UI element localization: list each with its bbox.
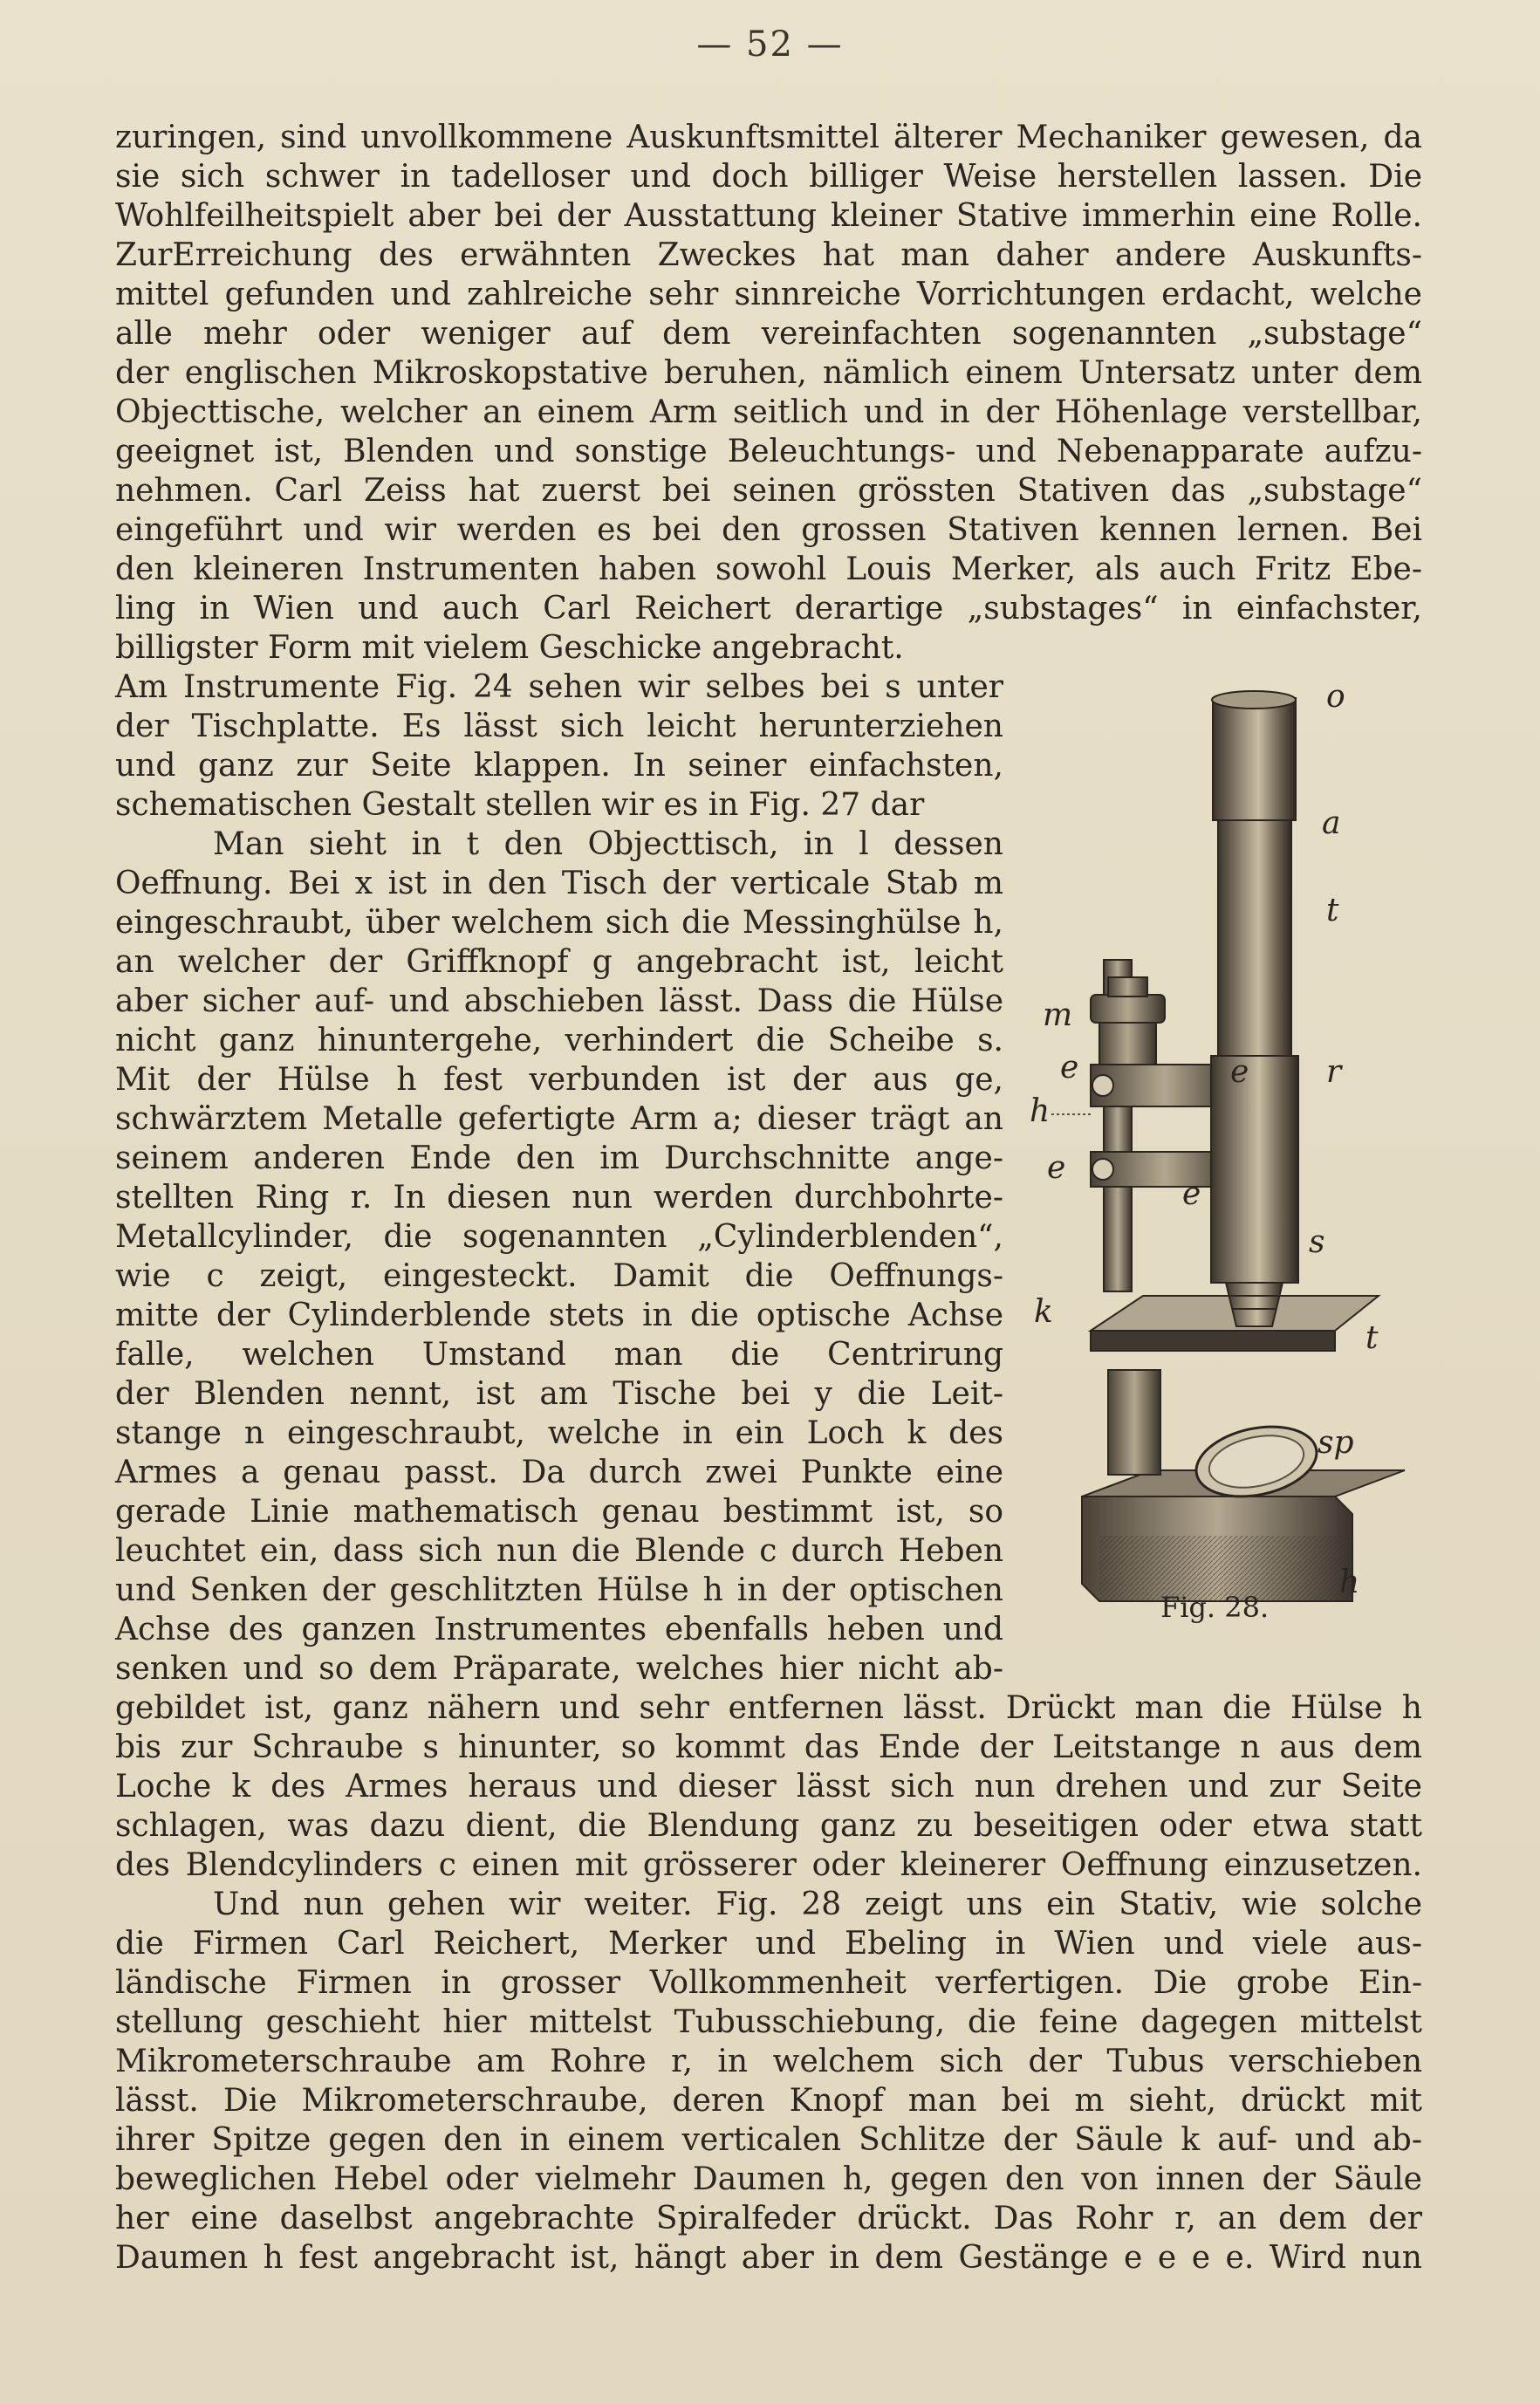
text-line: der Tischplatte. Es lässt sich leicht herunterziehen bbox=[115, 709, 1003, 744]
label-a: a bbox=[1322, 805, 1341, 841]
text-line: geeignet ist, Blenden und sonstige Beleuchtungs- und Nebenapparate aufzu- bbox=[115, 434, 1422, 469]
text-line: ihrer Spitze gegen den in einem verticalen Schlitze der Säule k auf- und ab- bbox=[115, 2122, 1422, 2158]
text-line: seinem anderen Ende den im Durchschnitte ange- bbox=[115, 1140, 1003, 1176]
text-line: beweglichen Hebel oder vielmehr Daumen h, gegen den von innen der Säule bbox=[115, 2161, 1422, 2197]
text-line: ling in Wien und auch Carl Reichert derartige „substages“ in einfachster, bbox=[115, 591, 1422, 627]
text-line: die Firmen Carl Reichert, Merker und Ebeling in Wien und viele aus- bbox=[115, 1926, 1422, 1962]
text-line: Metallcylinder, die sogenannten „Cylinderblenden“, bbox=[115, 1219, 1003, 1255]
text-line: und ganz zur Seite klappen. In seiner einfachsten, bbox=[115, 748, 1003, 784]
text-line: Am Instrumente Fig. 24 sehen wir selbes bei s unter bbox=[115, 669, 1003, 705]
text-line: zuringen, sind unvollkommene Auskunftsmittel älterer Mechaniker gewesen, da bbox=[115, 120, 1422, 155]
text-line: billigster Form mit vielem Geschicke angebracht. bbox=[115, 630, 904, 666]
label-t-lower: t bbox=[1365, 1320, 1379, 1356]
text-line: der Blenden nennt, ist am Tische bei y die Leit- bbox=[115, 1376, 1003, 1412]
text-line: an welcher der Griffknopf g angebracht ist, leicht bbox=[115, 944, 1003, 980]
text-line: nicht ganz hinuntergehe, verhindert die Scheibe s. bbox=[115, 1023, 1003, 1058]
text-line: gerade Linie mathematisch genau bestimmt ist, so bbox=[115, 1494, 1003, 1530]
text-line: ländische Firmen in grosser Vollkommenheit verfertigen. Die grobe Ein- bbox=[115, 1965, 1422, 2001]
label-e: e bbox=[1230, 1054, 1249, 1090]
label-s: s bbox=[1309, 1224, 1325, 1260]
text-line: Mit der Hülse h fest verbunden ist der aus ge, bbox=[115, 1062, 1003, 1098]
text-line: her eine daselbst angebrachte Spiralfeder drückt. Das Rohr r, an dem der bbox=[115, 2201, 1422, 2236]
text-line: lässt. Die Mikrometerschraube, deren Knopf man bei m sieht, drückt mit bbox=[115, 2083, 1422, 2119]
text-line: mittel gefunden und zahlreiche sehr sinnreiche Vorrichtungen erdacht, welche bbox=[115, 277, 1422, 312]
text-line: schwärztem Metalle gefertigte Arm a; dieser trägt an bbox=[115, 1101, 1003, 1137]
text-line: schlagen, was dazu dient, die Blendung ganz zu beseitigen oder etwa statt bbox=[115, 1808, 1422, 1844]
text-line: eingeschraubt, über welchem sich die Messinghülse h, bbox=[115, 905, 1003, 941]
text-line: sie sich schwer in tadelloser und doch billiger Weise herstellen lassen. Die bbox=[115, 159, 1422, 195]
text-line: gebildet ist, ganz nähern und sehr entfernen lässt. Drückt man die Hülse h bbox=[115, 1690, 1422, 1726]
label-h-base: h bbox=[1339, 1565, 1360, 1600]
text-line: schematischen Gestalt stellen wir es in Fig. 27 dar bbox=[115, 787, 925, 823]
text-line: falle, welchen Umstand man die Centrirung bbox=[115, 1337, 1003, 1373]
text-line: des Blendcylinders c einen mit grösserer oder kleinerer Oeffnung einzusetzen. bbox=[115, 1847, 1422, 1883]
text-line: nehmen. Carl Zeiss hat zuerst bei seinen grössten Stativen das „substage“ bbox=[115, 473, 1422, 509]
label-h: h bbox=[1030, 1093, 1051, 1129]
text-line: ZurErreichung des erwähnten Zweckes hat man daher andere Auskunfts- bbox=[115, 237, 1422, 273]
text-line: Und nun gehen wir weiter. Fig. 28 zeigt uns ein Stativ, wie solche bbox=[213, 1887, 1422, 1922]
text-line: Man sieht in t den Objecttisch, in l dessen bbox=[213, 826, 1003, 862]
figure-caption: Fig. 28. bbox=[1160, 1591, 1270, 1624]
text-line: alle mehr oder weniger auf dem vereinfachten sogenannten „substage“ bbox=[115, 316, 1422, 352]
text-line: aber sicher auf- und abschieben lässt. Dass die Hülse bbox=[115, 983, 1003, 1019]
text-line: Oeffnung. Bei x ist in den Tisch der verticale Stab m bbox=[115, 866, 1003, 901]
text-line: eingeführt und wir werden es bei den grossen Stativen kennen lernen. Bei bbox=[115, 512, 1422, 548]
text-line: wie c zeigt, eingesteckt. Damit die Oeffnungs- bbox=[115, 1258, 1003, 1294]
label-o: o bbox=[1326, 679, 1345, 715]
page-number: — 52 — bbox=[696, 24, 844, 65]
text-line: Objecttische, welcher an einem Arm seitlich und in der Höhenlage verstellbar, bbox=[115, 394, 1422, 430]
label-e: e bbox=[1047, 1150, 1066, 1186]
text-line: leuchtet ein, dass sich nun die Blende c durch Heben bbox=[115, 1533, 1003, 1569]
text-line: senken und so dem Präparate, welches hier nicht ab- bbox=[115, 1651, 1003, 1687]
text-line: Armes a genau passt. Da durch zwei Punkte eine bbox=[115, 1455, 1003, 1490]
micrometer-knob bbox=[1091, 977, 1165, 1065]
label-sp: sp bbox=[1318, 1425, 1354, 1461]
label-k: k bbox=[1034, 1294, 1053, 1330]
text-line: stange n eingeschraubt, welche in ein Loch k des bbox=[115, 1415, 1003, 1451]
text-line: stellung geschieht hier mittelst Tubusschiebung, die feine dagegen mittelst bbox=[115, 2004, 1422, 2040]
text-line: Loche k des Armes heraus und dieser lässt sich nun drehen und zur Seite bbox=[115, 1769, 1422, 1805]
text-line: den kleineren Instrumenten haben sowohl Louis Merker, als auch Fritz Ebe- bbox=[115, 551, 1422, 587]
label-t-upper: t bbox=[1326, 893, 1339, 928]
microscope-figure bbox=[1030, 679, 1422, 1624]
text-line: Mikrometerschraube am Rohre r, in welchem sich der Tubus verschieben bbox=[115, 2044, 1422, 2079]
text-line: Wohlfeilheitspielt aber bei der Ausstattung kleiner Stative immerhin eine Rolle. bbox=[115, 198, 1422, 234]
text-line: Achse des ganzen Instrumentes ebenfalls heben und bbox=[115, 1612, 1003, 1647]
text-line: der englischen Mikroskopstative beruhen, nämlich einem Untersatz unter dem bbox=[115, 355, 1422, 391]
text-line: bis zur Schraube s hinunter, so kommt das Ende der Leitstange n aus dem bbox=[115, 1729, 1422, 1765]
label-e: e bbox=[1182, 1176, 1201, 1212]
label-r: r bbox=[1326, 1054, 1342, 1090]
label-m: m bbox=[1043, 997, 1073, 1033]
microscope-tube bbox=[1211, 691, 1298, 1326]
text-line: und Senken der geschlitzten Hülse h in der optischen bbox=[115, 1572, 1003, 1608]
label-e: e bbox=[1060, 1050, 1079, 1086]
text-line: stellten Ring r. In diesen nun werden durchbohrte- bbox=[115, 1180, 1003, 1216]
text-line: Daumen h fest angebracht ist, hängt aber in dem Gestänge e e e e. Wird nun bbox=[115, 2240, 1422, 2276]
text-line: mitte der Cylinderblende stets in die optische Achse bbox=[115, 1298, 1003, 1333]
